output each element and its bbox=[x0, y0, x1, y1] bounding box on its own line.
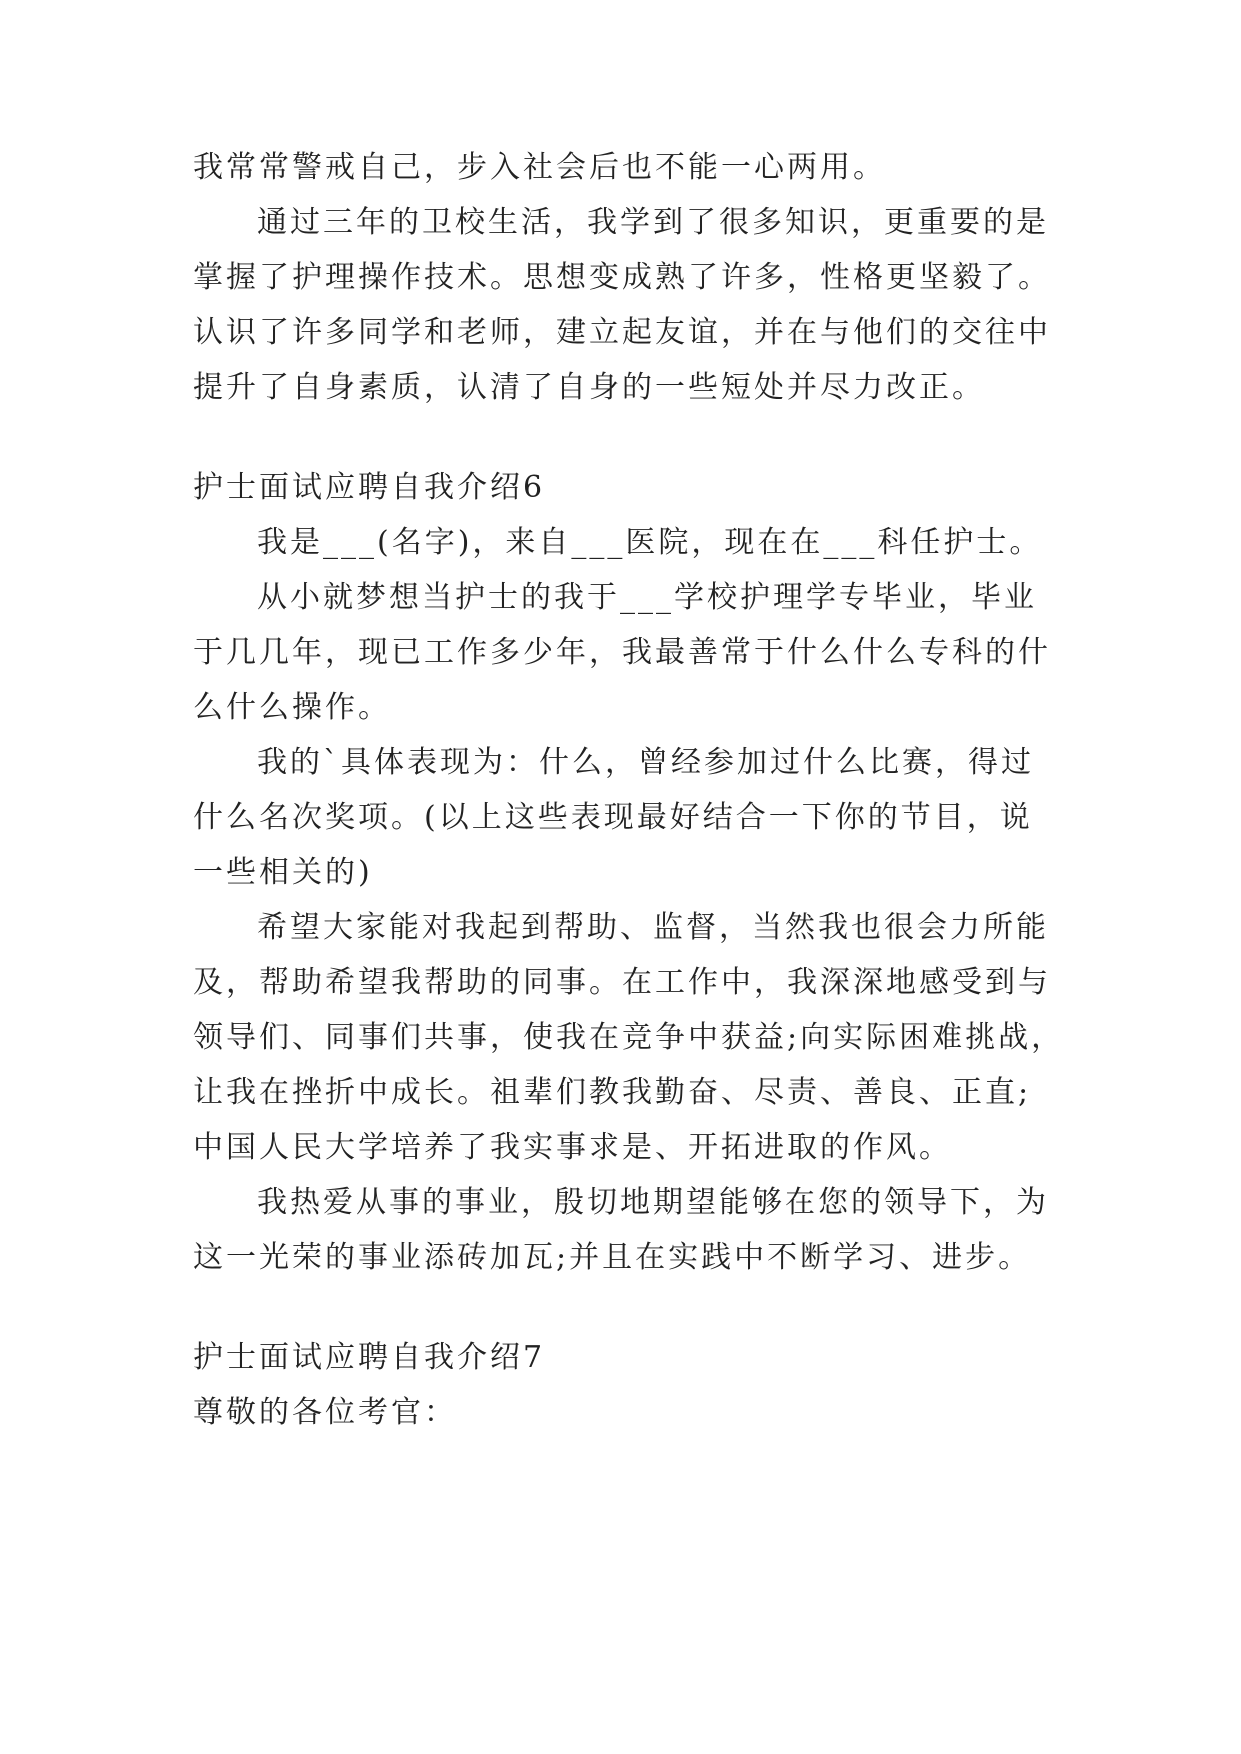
paragraph-start-line: 通过三年的卫校生活，我学到了很多知识，更重要的是 bbox=[257, 205, 1049, 240]
paragraph-start-line: 从小就梦想当护士的我于___学校护理学专毕业，毕业 bbox=[257, 580, 1037, 615]
section-heading: 护士面试应聘自我介绍7 bbox=[193, 1340, 546, 1375]
section-heading: 护士面试应聘自我介绍6 bbox=[193, 470, 546, 505]
paragraph-start-line: 我是___(名字)，来自___医院，现在在___科任护士。 bbox=[257, 525, 1043, 560]
body-text-line: 我常常警戒自己，步入社会后也不能一心两用。 bbox=[193, 150, 886, 185]
body-text-line: 让我在挫折中成长。祖辈们教我勤奋、尽责、善良、正直; bbox=[193, 1075, 1032, 1110]
body-text-line: 一些相关的) bbox=[193, 855, 373, 890]
body-text-line: 掌握了护理操作技术。思想变成熟了许多，性格更坚毅了。 bbox=[193, 260, 1051, 295]
body-text-line: 中国人民大学培养了我实事求是、开拓进取的作风。 bbox=[193, 1130, 952, 1165]
body-text-line: 提升了自身素质，认清了自身的一些短处并尽力改正。 bbox=[193, 370, 985, 405]
paragraph-start-line: 我的`具体表现为：什么，曾经参加过什么比赛，得过 bbox=[257, 745, 1034, 780]
body-text-line: 认识了许多同学和老师，建立起友谊，并在与他们的交往中 bbox=[193, 315, 1051, 350]
body-text-line: 什么名次奖项。(以上这些表现最好结合一下你的节目，说 bbox=[193, 800, 1033, 835]
body-text-line: 及，帮助希望我帮助的同事。在工作中，我深深地感受到与 bbox=[193, 965, 1051, 1000]
body-text-line: 于几几年，现已工作多少年，我最善常于什么什么专科的什 bbox=[193, 635, 1051, 670]
body-text-line: 这一光荣的事业添砖加瓦;并且在实践中不断学习、进步。 bbox=[193, 1240, 1032, 1275]
paragraph-start-line: 我热爱从事的事业，殷切地期望能够在您的领导下，为 bbox=[257, 1185, 1049, 1220]
paragraph-start-line: 希望大家能对我起到帮助、监督，当然我也很会力所能 bbox=[257, 910, 1049, 945]
salutation-line: 尊敬的各位考官： bbox=[193, 1395, 457, 1430]
body-text-line: 么什么操作。 bbox=[193, 690, 391, 725]
body-text-line: 领导们、同事们共事，使我在竞争中获益;向实际困难挑战， bbox=[193, 1020, 1065, 1055]
